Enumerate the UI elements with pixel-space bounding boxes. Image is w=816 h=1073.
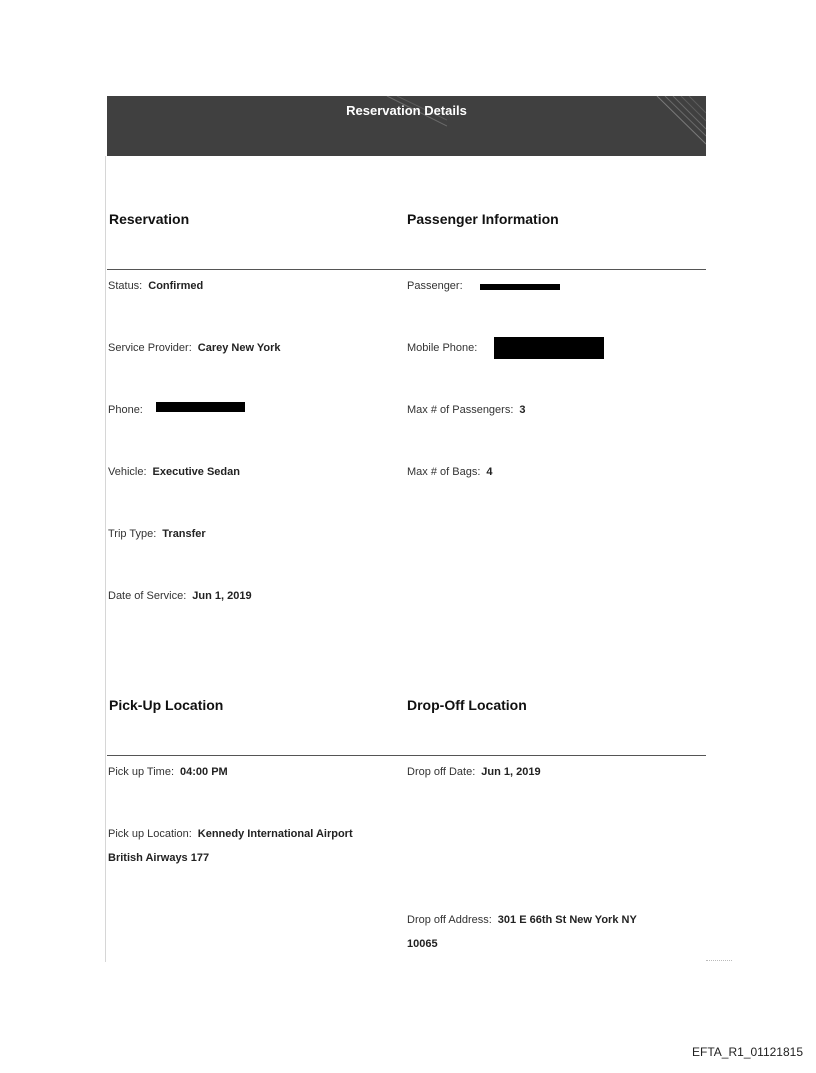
drop-off-location-heading: Drop-Off Location <box>407 697 527 713</box>
pick-up-time-field <box>108 766 228 778</box>
passenger-information-heading: Passenger Information <box>407 211 559 227</box>
passenger-name-label: Passenger: <box>407 280 463 292</box>
mobile-phone-redaction <box>494 337 604 359</box>
mobile-phone-label: Mobile Phone: <box>407 342 478 354</box>
service-provider-field <box>108 342 281 354</box>
pick-up-flight-value: British Airways 177 <box>108 852 210 864</box>
service-provider-value: Carey New York <box>197 342 281 354</box>
drop-off-zip-value: 10065 <box>407 938 438 950</box>
max-passengers-label: Max # of Passengers: <box>407 404 514 416</box>
trip-type-field <box>108 528 206 540</box>
max-passengers-value: 3 <box>519 404 526 416</box>
document-id-footer: EFTA_R1_01121815 <box>692 1045 803 1059</box>
vehicle-field <box>108 466 240 478</box>
section-divider-top <box>107 269 706 270</box>
header-title: Reservation Details <box>346 103 467 118</box>
passenger-name-field <box>407 280 463 292</box>
pick-up-time-label: Pick up Time: <box>108 766 175 778</box>
status-value: Confirmed <box>148 280 204 292</box>
vehicle-label: Vehicle: <box>108 466 147 478</box>
drop-off-address-label: Drop off Address: <box>407 914 492 926</box>
drop-off-date-label: Drop off Date: <box>407 766 476 778</box>
pick-up-flight-field <box>108 852 209 864</box>
date-of-service-field <box>108 590 252 602</box>
max-bags-field <box>407 466 493 478</box>
date-of-service-label: Date of Service: <box>108 590 187 602</box>
drop-off-date-value: Jun 1, 2019 <box>481 766 541 778</box>
status-label: Status: <box>108 280 143 292</box>
drop-off-zip-field <box>407 938 438 950</box>
reservation-heading: Reservation <box>109 211 190 227</box>
pick-up-location-heading: Pick-Up Location <box>109 697 224 713</box>
section-divider-bottom <box>107 755 706 756</box>
bottom-dotted-rule <box>706 960 732 961</box>
drop-off-date-field <box>407 766 541 778</box>
vehicle-value: Executive Sedan <box>152 466 240 478</box>
phone-label: Phone: <box>108 404 143 416</box>
reservation-details-header <box>107 96 706 156</box>
pick-up-location-label: Pick up Location: <box>108 828 192 840</box>
status-field <box>108 280 203 292</box>
max-passengers-field <box>407 404 526 416</box>
left-border-rule <box>105 156 106 962</box>
pick-up-location-field <box>108 828 353 840</box>
phone-field <box>108 404 143 416</box>
service-provider-label: Service Provider: <box>108 342 192 354</box>
trip-type-label: Trip Type: <box>108 528 157 540</box>
pick-up-location-value: Kennedy International Airport <box>197 828 353 840</box>
pick-up-time-value: 04:00 PM <box>180 766 228 778</box>
drop-off-address-value: 301 E 66th St New York NY <box>497 914 637 926</box>
date-of-service-value: Jun 1, 2019 <box>192 590 252 602</box>
phone-redaction <box>156 402 245 412</box>
max-bags-value: 4 <box>486 466 493 478</box>
drop-off-address-field <box>407 914 637 926</box>
max-bags-label: Max # of Bags: <box>407 466 481 478</box>
trip-type-value: Transfer <box>162 528 206 540</box>
passenger-name-redaction <box>480 284 560 290</box>
mobile-phone-field <box>407 342 477 354</box>
